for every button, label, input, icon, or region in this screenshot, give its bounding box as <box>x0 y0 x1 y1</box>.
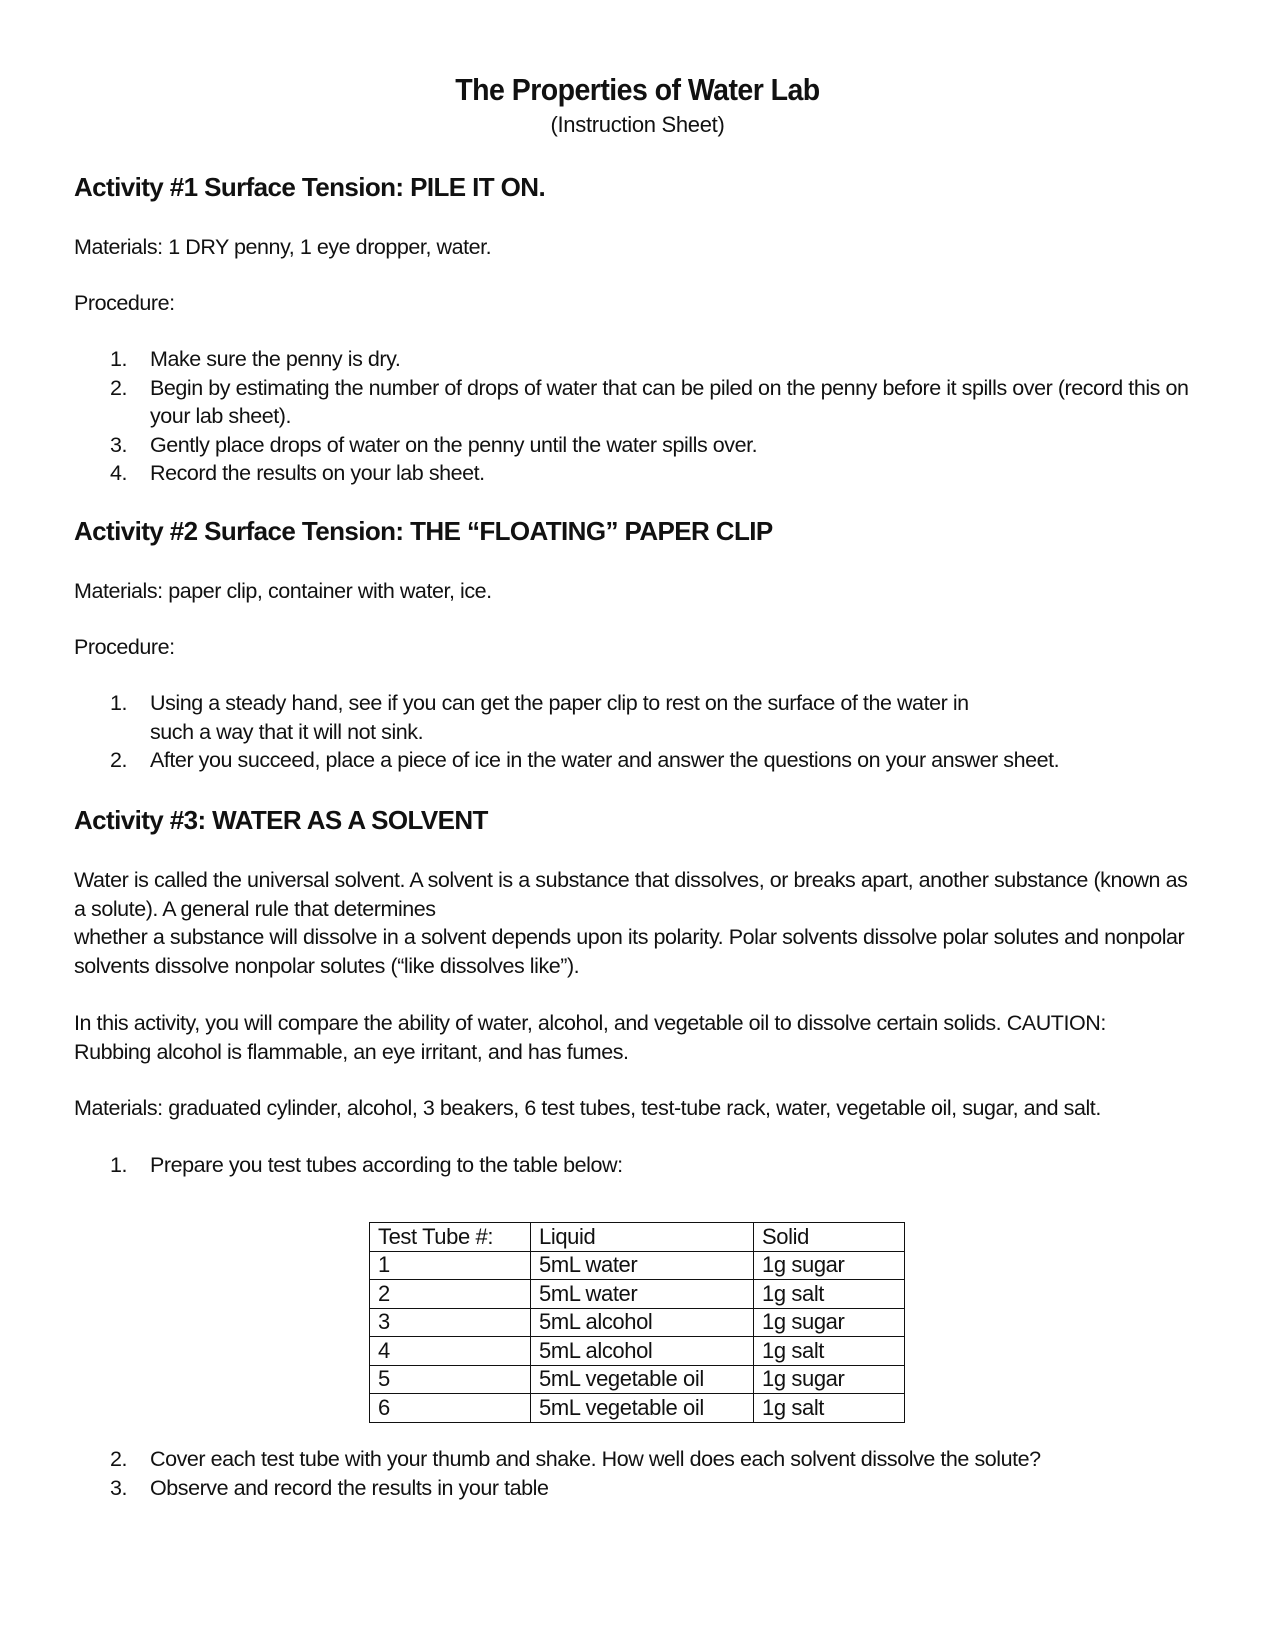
activity2-heading: Activity #2 Surface Tension: THE “FLOATING” PAPER CLIP <box>74 516 773 546</box>
activity3-materials-block <box>74 1094 1204 1123</box>
step-number: 2. <box>110 1447 128 1471</box>
step-text: Gently place drops of water on the penny until the water spills over. <box>150 432 758 457</box>
table-cell: 4 <box>370 1337 531 1366</box>
step-text-line: Using a steady hand, see if you can get the paper clip to rest on the surface of the water in <box>150 691 969 715</box>
step-number: 1. <box>110 691 128 715</box>
table-cell: 1g sugar <box>754 1308 905 1337</box>
step-number: 4. <box>110 461 128 485</box>
step-number: 3. <box>110 1475 128 1500</box>
list-item <box>74 689 1204 746</box>
page-subtitle: (Instruction Sheet) <box>550 112 725 137</box>
table-cell: 6 <box>370 1394 531 1423</box>
table-row <box>370 1365 905 1394</box>
table-cell: 1g sugar <box>754 1365 905 1394</box>
paragraph-line: a solute). A general rule that determines <box>74 896 436 921</box>
paragraph-line: Rubbing alcohol is flammable, an eye irritant, and has fumes. <box>74 1039 629 1064</box>
list-item <box>74 345 1204 374</box>
step-text: Record the results on your lab sheet. <box>150 461 485 485</box>
activity1-steps <box>74 345 1204 488</box>
table-cell: 2 <box>370 1280 531 1309</box>
table-cell: 3 <box>370 1308 531 1337</box>
page-title: The Properties of Water Lab <box>455 72 820 107</box>
step-number: 1. <box>110 347 128 371</box>
activity3-heading: Activity #3: WATER AS A SOLVENT <box>74 805 488 835</box>
table-cell: 1g sugar <box>754 1251 905 1280</box>
step-text: After you succeed, place a piece of ice in the water and answer the questions on your answer sheet. <box>150 748 1060 772</box>
list-item <box>74 374 1204 431</box>
activity1-procedure-block <box>74 289 1204 318</box>
table-cell: 1g salt <box>754 1280 905 1309</box>
table-cell: 1 <box>370 1251 531 1280</box>
paragraph-line: whether a substance will dissolve in a solvent depends upon its polarity. Polar solvents dissolve polar solutes and nonpolar <box>74 925 1185 949</box>
list-item <box>74 1474 1204 1503</box>
activity2-procedure-block <box>74 633 1204 662</box>
table-header-cell: Solid <box>754 1223 905 1252</box>
activity3-heading-block <box>74 805 1204 835</box>
paragraph-line: In this activity, you will compare the ability of water, alcohol, and vegetable oil to dissolve certain solids. CAUTION: <box>74 1011 1106 1035</box>
table-row <box>370 1337 905 1366</box>
list-item <box>74 1151 1204 1180</box>
test-tube-table <box>369 1222 905 1423</box>
step-text-line: such a way that it will not sink. <box>150 719 424 744</box>
activity3-steps-after-table <box>74 1445 1204 1502</box>
step-text: Make sure the penny is dry. <box>150 347 401 371</box>
activity3-step1 <box>74 1151 1204 1180</box>
table-cell: 1g salt <box>754 1394 905 1423</box>
table-cell: 5mL alcohol <box>531 1337 754 1366</box>
list-item <box>74 431 1204 460</box>
activity1-heading: Activity #1 Surface Tension: PILE IT ON. <box>74 172 546 202</box>
activity3-materials: Materials: graduated cylinder, alcohol, 3 beakers, 6 test tubes, test-tube rack, water, vegetable oil, sugar, and salt. <box>74 1096 1101 1120</box>
activity1-materials: Materials: 1 DRY penny, 1 eye dropper, water. <box>74 235 492 259</box>
step-text: Prepare you test tubes according to the table below: <box>150 1153 623 1177</box>
table-header-row <box>370 1223 905 1252</box>
table-row <box>370 1394 905 1423</box>
activity2-heading-block <box>74 516 1204 546</box>
step-text: Cover each test tube with your thumb and shake. How well does each solvent dissolve the solute? <box>150 1447 1041 1471</box>
paragraph-line: Water is called the universal solvent. A solvent is a substance that dissolves, or breaks apart, another substance (known as <box>74 868 1188 892</box>
activity3-intro-paragraph <box>74 866 1204 980</box>
table-cell: 5mL vegetable oil <box>531 1394 754 1423</box>
step-number: 1. <box>110 1153 128 1177</box>
table-header-cell: Test Tube #: <box>370 1223 531 1252</box>
table-cell: 5mL water <box>531 1280 754 1309</box>
activity1-procedure-label: Procedure: <box>74 291 175 315</box>
table-cell: 1g salt <box>754 1337 905 1366</box>
paragraph-line: solvents dissolve nonpolar solutes (“like dissolves like”). <box>74 953 580 978</box>
list-item <box>74 1445 1204 1474</box>
activity2-materials-block <box>74 577 1204 606</box>
activity1-heading-block <box>74 172 1204 202</box>
table-header-cell: Liquid <box>531 1223 754 1252</box>
activity2-procedure-label: Procedure: <box>74 635 175 659</box>
activity2-materials: Materials: paper clip, container with water, ice. <box>74 579 492 603</box>
activity1-materials-block <box>74 233 1204 262</box>
table-row <box>370 1280 905 1309</box>
step-text: Begin by estimating the number of drops of water that can be piled on the penny before it spills over (record this on your lab sheet). <box>150 375 1189 428</box>
table-cell: 5 <box>370 1365 531 1394</box>
step-number: 2. <box>110 748 128 772</box>
table-cell: 5mL vegetable oil <box>531 1365 754 1394</box>
step-number: 3. <box>110 432 128 457</box>
activity2-steps <box>74 689 1204 775</box>
table-cell: 5mL alcohol <box>531 1308 754 1337</box>
table-row <box>370 1308 905 1337</box>
step-text: Observe and record the results in your table <box>150 1475 549 1500</box>
table-row <box>370 1251 905 1280</box>
list-item <box>74 459 1204 488</box>
activity3-caution-paragraph <box>74 1009 1204 1066</box>
list-item <box>74 746 1204 775</box>
step-number: 2. <box>110 375 128 400</box>
table-cell: 5mL water <box>531 1251 754 1280</box>
